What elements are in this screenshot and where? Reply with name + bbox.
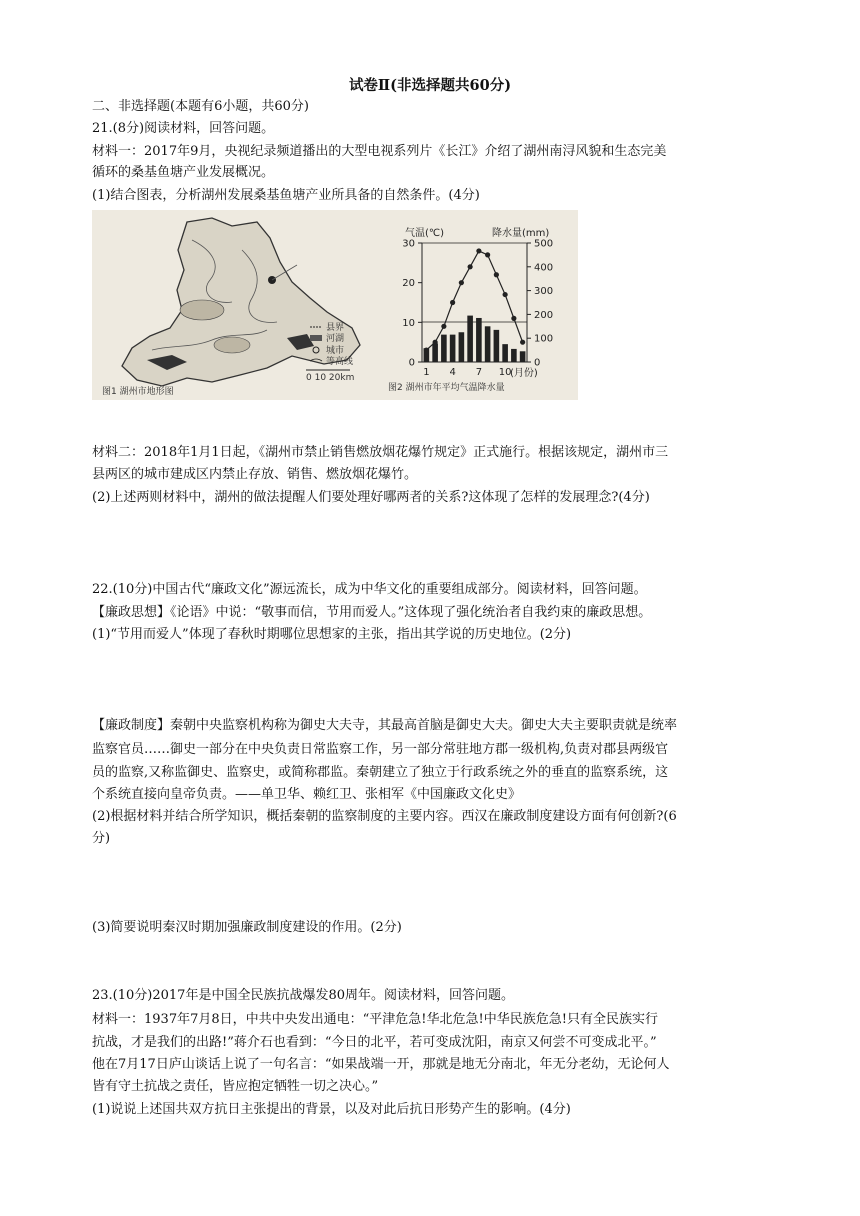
x-ticks — [423, 367, 511, 378]
figure2-caption: 图2 湖州市年平均气温降水量 — [388, 383, 505, 393]
legend-contour: 等高线 — [326, 357, 354, 367]
precip-bar — [511, 349, 517, 362]
left-ticks — [402, 239, 422, 369]
temperature-point — [459, 280, 464, 285]
map-scale: 0 10 20km — [306, 373, 355, 383]
precipitation-bars — [424, 316, 526, 362]
temperature-point — [433, 340, 438, 345]
temperature-point — [511, 316, 516, 321]
q21-material1-line2: 循环的桑基鱼塘产业发展概况。 — [92, 165, 275, 180]
right-tick-label: 300 — [534, 286, 554, 298]
temperature-point — [485, 252, 490, 257]
q22-question2-line2: 分) — [92, 831, 111, 846]
figure-svg — [92, 210, 578, 400]
q21-material2-line1: 材料二：2018年1月1日起，《湖州市禁止销售燃放烟花爆竹规定》正式施行。根据该规定，湖州市三 — [92, 445, 669, 460]
section-heading: 二、非选择题(本题有6小题，共60分) — [92, 99, 309, 114]
right-tick-label: 500 — [534, 238, 554, 250]
temperature-line — [426, 251, 522, 350]
precip-bar — [520, 351, 526, 362]
figure-panel — [92, 210, 578, 400]
q22-system-line4: 个系统直接向皇帝负责。——单卫华、赖红卫、张相军《中国廉政文化史》 — [92, 787, 522, 802]
temperature-point — [450, 300, 455, 305]
x-tick-label: 7 — [475, 367, 483, 378]
x-tick-label: 1 — [423, 367, 430, 378]
q23-question1: (1)说说上述国共双方抗日主张提出的背景，以及对此后抗日形势产生的影响。(4分) — [92, 1102, 571, 1117]
q21-heading: 21.(8分)阅读材料，回答问题。 — [92, 121, 275, 136]
q22-system-line3: 员的监察,又称监御史、监察史，或简称郡监。秦朝建立了独立于行政系统之外的垂直的监察系统，这 — [92, 765, 669, 780]
x-tick-label: 4 — [449, 367, 456, 378]
q22-question3: (3)简要说明秦汉时期加强廉政制度建设的作用。(2分) — [92, 920, 402, 935]
precip-bar — [476, 318, 482, 362]
q22-system-line2: 监察官员……御史一部分在中央负责日常监察工作，另一部分常驻地方郡一级机构,负责对郡县两级官 — [92, 742, 669, 757]
legend-river-lake: 河湖 — [326, 334, 345, 344]
left-axis-label: 气温(℃) — [405, 228, 445, 239]
q23-material1-line1: 材料一：1937年7月8日，中共中央发出通电：“平津危急!华北危急!中华民族危急!只有全民族实行 — [92, 1012, 658, 1027]
precip-bar — [441, 335, 447, 362]
q22-question2-line1: (2)根据材料并结合所学知识，概括秦朝的监察制度的主要内容。西汉在廉政制度建设方面有何创新?(6 — [92, 809, 677, 824]
left-tick-label: 20 — [402, 278, 415, 290]
precip-bar — [459, 332, 465, 362]
x-tick-label: 10 — [498, 367, 512, 378]
temperature-point — [503, 292, 508, 297]
precip-bar — [485, 326, 491, 362]
q23-heading: 23.(10分)2017年是中国全民族抗战爆发80周年。阅读材料，回答问题。 — [92, 988, 514, 1003]
legend-city: 城市 — [326, 346, 345, 356]
right-tick-label: 100 — [534, 333, 554, 345]
right-ticks — [527, 239, 553, 369]
right-tick-label: 0 — [534, 357, 541, 369]
figure1-caption: 图1 湖州市地形图 — [102, 387, 174, 397]
precip-bar — [502, 344, 508, 362]
precip-bar — [432, 343, 438, 362]
precip-bar — [450, 335, 456, 362]
q23-material1-line2: 抗战，才是我们的出路!”蒋介石也看到：“今日的北平，若可变成沈阳，南京又何尝不可变成北平。” — [92, 1035, 657, 1050]
q22-thought: 【廉政思想】《论语》中说：“敬事而信，节用而爱人。”这体现了强化统治者自我约束的廉政思想。 — [92, 605, 652, 620]
q22-question1: (1)“节用而爱人”体现了春秋时期哪位思想家的主张，指出其学说的历史地位。(2分) — [92, 627, 572, 642]
right-tick-label: 400 — [534, 262, 554, 274]
q23-material1-line4: 皆有守土抗战之责任，皆应抱定牺牲一切之决心。” — [92, 1079, 379, 1094]
precip-bar — [494, 330, 500, 362]
huzhou-terrain-map — [122, 218, 360, 386]
left-tick-label: 0 — [408, 357, 415, 369]
temperature-series — [424, 248, 525, 352]
legend-county-border: 县界 — [326, 323, 345, 333]
right-axis-label: 降水量(mm) — [492, 228, 550, 239]
q21-question2: (2)上述两则材料中，湖州的做法提醒人们要处理好哪两者的关系?这体现了怎样的发展理念?(4分) — [92, 490, 650, 505]
q23-material1-line3: 他在7月17日庐山谈话上说了一句名言：“如果战端一开，那就是地无分南北，年无分老幼，无论何人 — [92, 1057, 670, 1072]
q21-question1: (1)结合图表，分析湖州发展桑基鱼塘产业所具备的自然条件。(4分) — [92, 188, 480, 203]
page-title: 试卷Ⅱ(非选择题共60分) — [348, 77, 512, 94]
temperature-point — [476, 248, 481, 253]
temperature-point — [520, 340, 525, 345]
q22-system-line1: 【廉政制度】秦朝中央监察机构称为御史大夫寺，其最高首脑是御史大夫。御史大夫主要职责就是统率 — [92, 718, 678, 733]
left-tick-label: 30 — [402, 238, 415, 250]
q22-heading: 22.(10分)中国古代“廉政文化”源远流长，成为中华文化的重要组成部分。阅读材料，回答问题。 — [92, 582, 647, 597]
x-axis-label: (月份) — [510, 368, 538, 379]
q21-material1-line1: 材料一：2017年9月，央视纪录频道播出的大型电视系列片《长江》介绍了湖州南浔风貌和生态完美 — [92, 144, 667, 159]
temperature-point — [494, 272, 499, 277]
precip-bar — [467, 316, 473, 362]
left-tick-label: 10 — [402, 317, 415, 329]
climate-chart — [402, 226, 553, 379]
q21-material2-line2: 县两区的城市建成区内禁止存放、销售、燃放烟花爆竹。 — [92, 467, 418, 482]
temperature-point — [441, 324, 446, 329]
temperature-point — [424, 348, 429, 353]
temperature-point — [468, 264, 473, 269]
right-tick-label: 200 — [534, 309, 554, 321]
